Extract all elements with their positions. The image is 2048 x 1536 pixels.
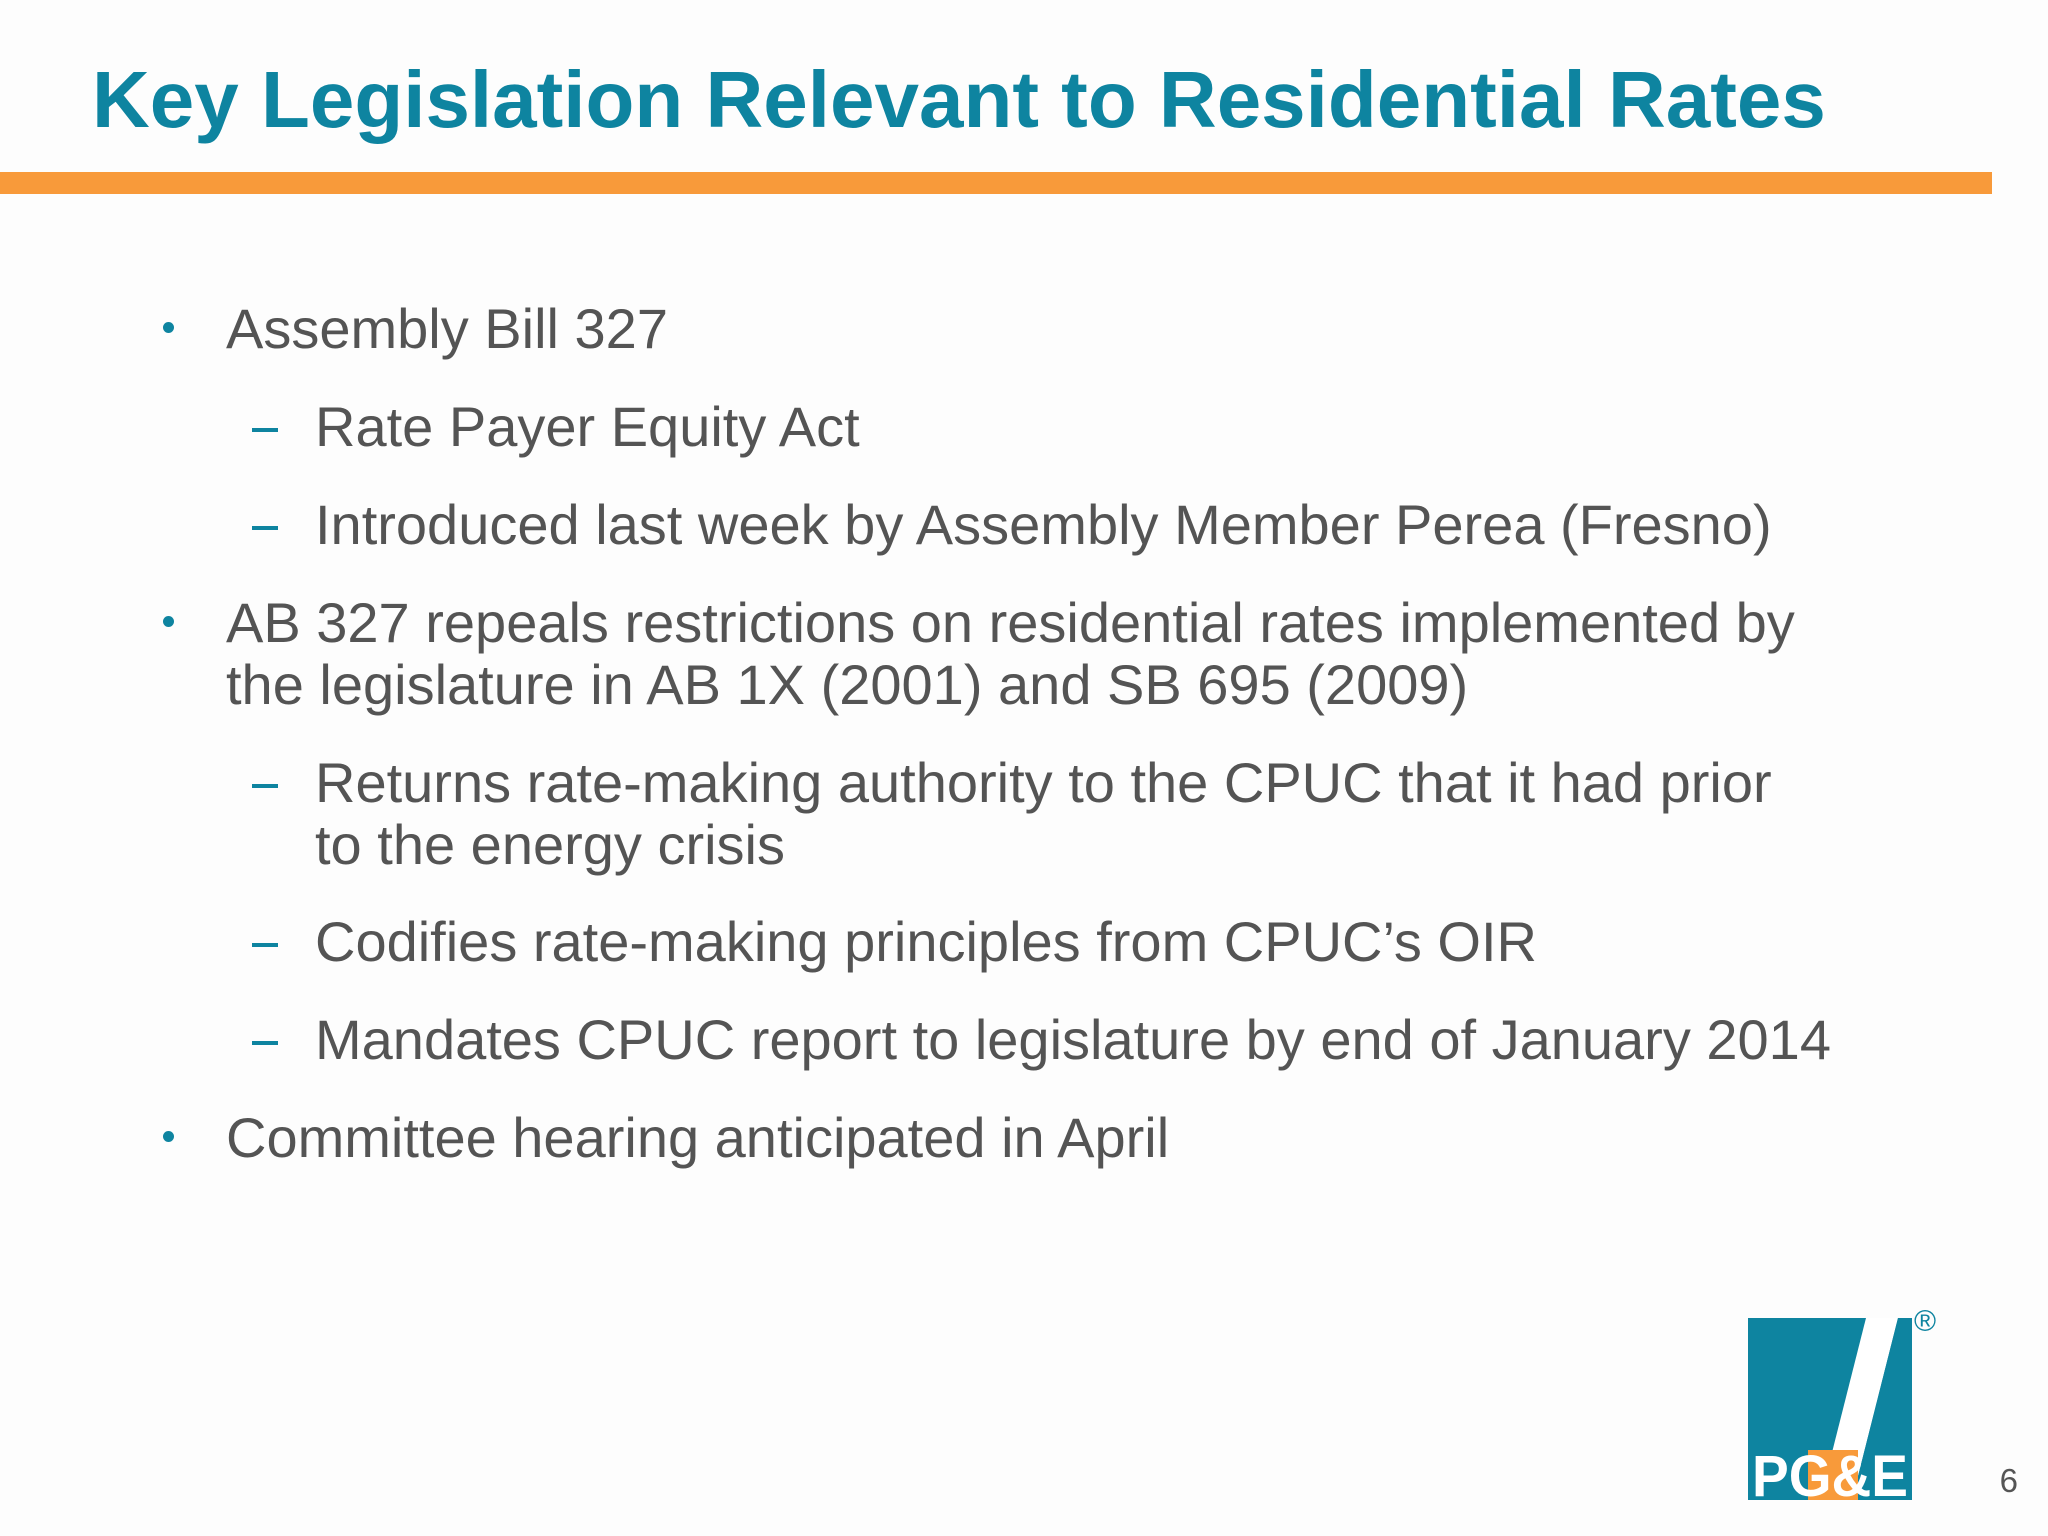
slide-title: Key Legislation Relevant to Residential Rates <box>92 55 1826 144</box>
registered-mark: ® <box>1914 1305 1937 1338</box>
pge-logo <box>1748 1318 1912 1500</box>
bullet-text-line-2: the legislature in AB 1X (2001) and SB 695 (2009) <box>226 653 1469 716</box>
dash-icon <box>252 428 278 432</box>
bullet-dot-icon <box>163 616 174 627</box>
bullet-text-line-1: Returns rate-making authority to the CPUC that it had prior <box>315 751 1772 814</box>
bullet-dot-icon <box>163 322 174 333</box>
dash-icon <box>252 784 278 788</box>
dash-icon <box>252 1041 278 1045</box>
page-number: 6 <box>1999 1462 2018 1499</box>
dash-icon <box>252 943 278 947</box>
bullet-text-line-1: AB 327 repeals restrictions on residential rates implemented by <box>226 591 1795 654</box>
title-underline-rule <box>0 172 1992 194</box>
bullet-text: Codifies rate-making principles from CPUC’s OIR <box>315 910 1537 973</box>
dash-icon <box>252 526 278 530</box>
bullet-text: Rate Payer Equity Act <box>315 395 860 458</box>
bullet-text: Mandates CPUC report to legislature by end of January 2014 <box>315 1008 1831 1071</box>
bullet-dot-icon <box>163 1131 174 1142</box>
svg-text:PG&E: PG&E <box>1752 1444 1908 1500</box>
bullet-text-line-2: to the energy crisis <box>315 813 785 876</box>
bullet-text: Committee hearing anticipated in April <box>226 1106 1170 1169</box>
bullet-text: Assembly Bill 327 <box>226 297 668 360</box>
bullet-text: Introduced last week by Assembly Member Perea (Fresno) <box>315 493 1772 556</box>
